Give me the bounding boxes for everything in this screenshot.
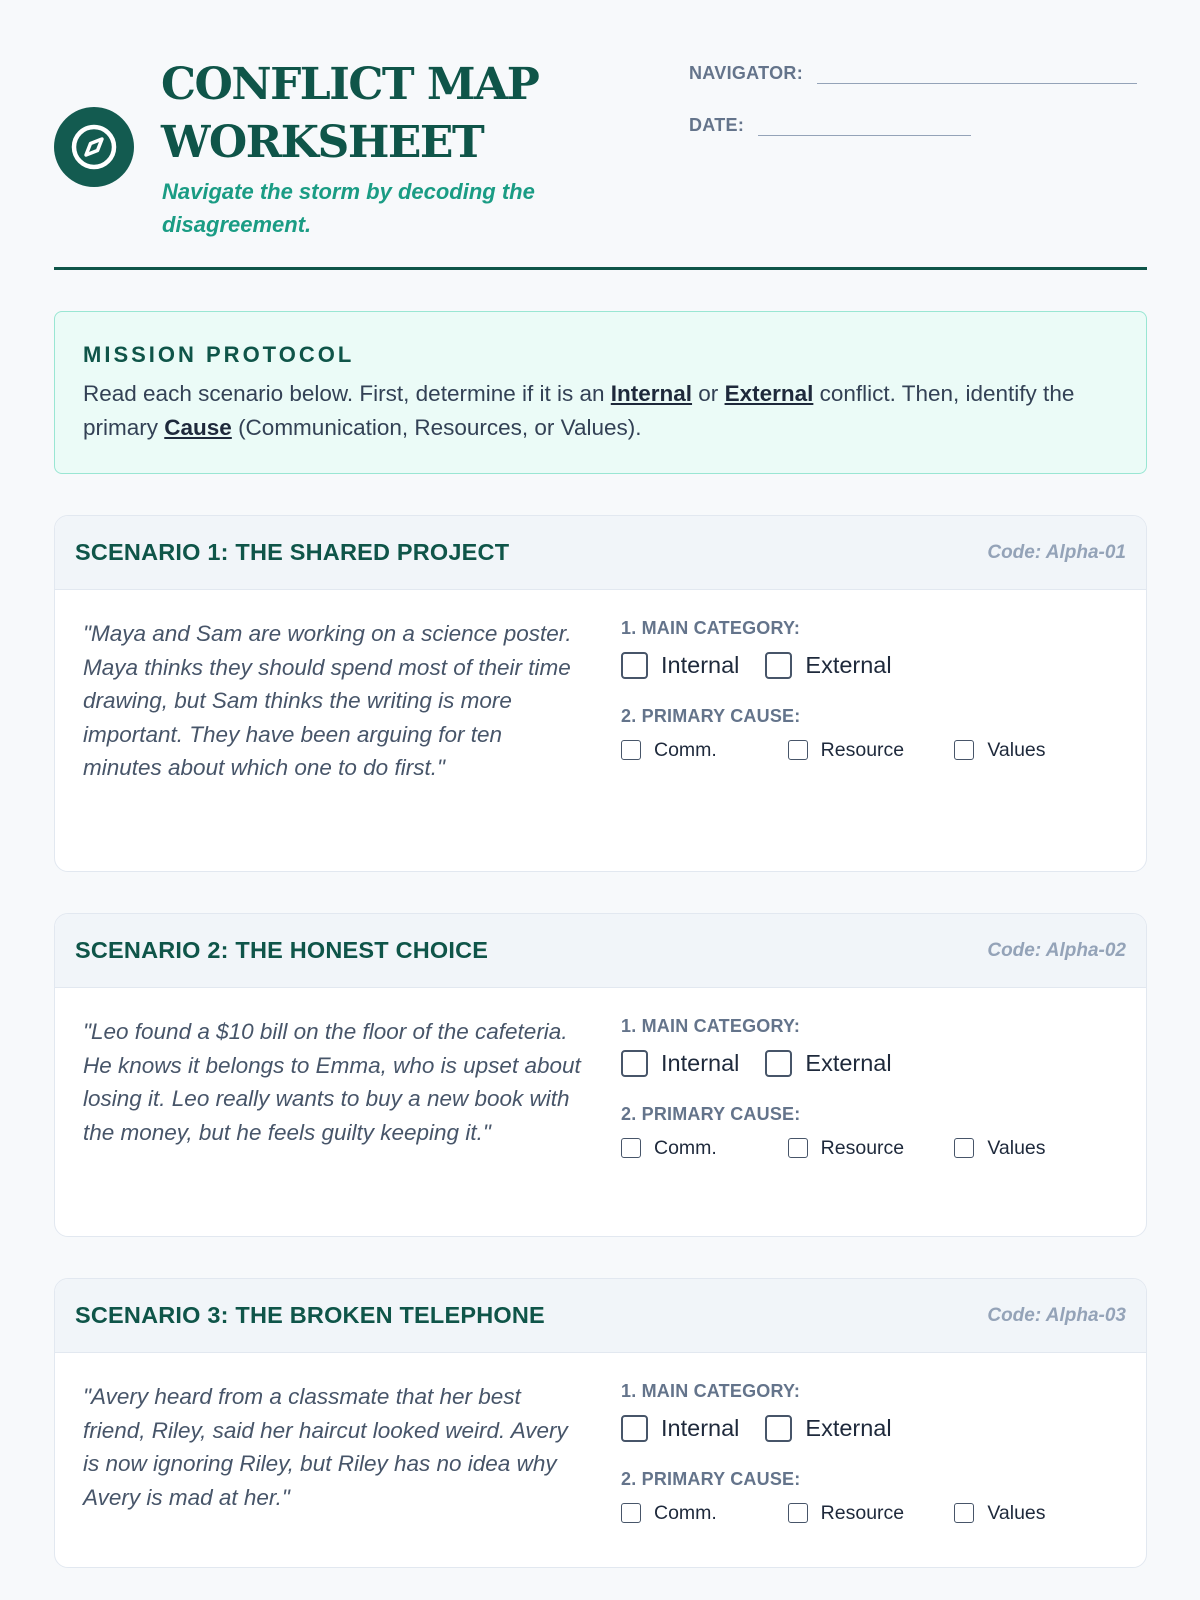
external-option[interactable] <box>765 1050 891 1077</box>
values-checkbox[interactable] <box>954 1503 974 1523</box>
resource-option[interactable] <box>788 1137 955 1160</box>
scenario-code: Code: Alpha-02 <box>987 939 1126 961</box>
scenario-title: SCENARIO 1: THE SHARED PROJECT <box>75 539 510 565</box>
mission-protocol-box <box>54 311 1147 474</box>
internal-checkbox[interactable] <box>621 652 648 679</box>
navigator-label: NAVIGATOR: <box>689 63 803 83</box>
values-label: Values <box>987 1501 1046 1524</box>
resource-label: Resource <box>820 1136 905 1159</box>
scenario-code: Code: Alpha-03 <box>987 1304 1126 1326</box>
term-external: External <box>724 381 814 406</box>
internal-option[interactable] <box>621 652 739 679</box>
internal-label: Internal <box>661 1049 740 1076</box>
values-option[interactable] <box>954 1502 1121 1525</box>
values-label: Values <box>987 738 1046 761</box>
internal-option[interactable] <box>621 1050 739 1077</box>
title-line-2: WORKSHEET <box>161 117 484 168</box>
external-label: External <box>805 1414 892 1441</box>
comm-option[interactable] <box>621 1137 788 1160</box>
values-option[interactable] <box>954 1137 1121 1160</box>
resource-checkbox[interactable] <box>788 1138 808 1158</box>
scenario-card-3 <box>54 1278 1147 1568</box>
external-checkbox[interactable] <box>765 652 792 679</box>
external-option[interactable] <box>765 1415 891 1442</box>
scenario-story: "Avery heard from a classmate that her best friend, Riley, said her haircut looked weird. Avery is now ignoring Riley, but Riley has no idea why Avery is mad at her." <box>83 1384 568 1510</box>
resource-checkbox[interactable] <box>788 1503 808 1523</box>
date-label: DATE: <box>689 115 745 135</box>
comm-checkbox[interactable] <box>621 740 641 760</box>
comm-label: Comm. <box>654 1136 717 1159</box>
primary-cause-label: 2. PRIMARY CAUSE: <box>621 1104 801 1124</box>
internal-label: Internal <box>661 1414 740 1441</box>
external-label: External <box>805 651 892 678</box>
scenario-header <box>55 1279 1146 1353</box>
primary-cause-label: 2. PRIMARY CAUSE: <box>621 706 801 726</box>
scenario-story: "Maya and Sam are working on a science poster. Maya thinks they should spend most of their time drawing, but Sam thinks the writing is more important. They have been arguing for ten minutes about which one to do first." <box>83 621 572 780</box>
resource-option[interactable] <box>788 1502 955 1525</box>
values-label: Values <box>987 1136 1046 1159</box>
answer-panel <box>621 616 1121 762</box>
resource-checkbox[interactable] <box>788 740 808 760</box>
compass-icon <box>54 107 134 187</box>
primary-cause-options <box>621 738 1121 762</box>
answer-panel <box>621 1014 1121 1160</box>
protocol-text: Read each scenario below. First, determine if it is an <box>83 381 611 406</box>
values-option[interactable] <box>954 739 1121 762</box>
navigator-field[interactable] <box>689 62 1137 84</box>
values-checkbox[interactable] <box>954 1138 974 1158</box>
comm-checkbox[interactable] <box>621 1138 641 1158</box>
comm-option[interactable] <box>621 1502 788 1525</box>
internal-label: Internal <box>661 651 740 678</box>
protocol-text: (Communication, Resources, or Values). <box>231 415 642 440</box>
primary-cause-options <box>621 1501 1121 1525</box>
resource-label: Resource <box>820 738 905 761</box>
main-category-options <box>621 1048 1121 1078</box>
term-internal: Internal <box>610 381 693 406</box>
protocol-text: conflict. Then, identify the primary <box>83 381 1075 440</box>
scenario-story: "Leo found a $10 bill on the floor of the cafeteria. He knows it belongs to Emma, who is upset about losing it. Leo really wants to buy a new book with the money, but he feels guilty keeping it." <box>83 1019 581 1145</box>
page-subtitle: Navigate the storm by decoding the disagreement. <box>162 179 535 237</box>
scenario-card-2 <box>54 913 1147 1237</box>
main-category-label: 1. MAIN CATEGORY: <box>621 1381 801 1401</box>
protocol-heading: MISSION PROTOCOL <box>83 342 355 367</box>
date-input-line[interactable] <box>758 114 971 136</box>
protocol-text: or <box>692 381 725 406</box>
protocol-instructions <box>83 377 1118 445</box>
external-checkbox[interactable] <box>765 1415 792 1442</box>
main-category-options <box>621 1413 1121 1443</box>
date-field[interactable] <box>689 114 971 136</box>
external-label: External <box>805 1049 892 1076</box>
scenario-header <box>55 516 1146 590</box>
scenario-code: Code: Alpha-01 <box>987 541 1126 563</box>
comm-label: Comm. <box>654 1501 717 1524</box>
internal-checkbox[interactable] <box>621 1415 648 1442</box>
internal-option[interactable] <box>621 1415 739 1442</box>
external-checkbox[interactable] <box>765 1050 792 1077</box>
scenario-card-1 <box>54 515 1147 872</box>
resource-label: Resource <box>820 1501 905 1524</box>
comm-checkbox[interactable] <box>621 1503 641 1523</box>
resource-option[interactable] <box>788 739 955 762</box>
comm-label: Comm. <box>654 738 717 761</box>
comm-option[interactable] <box>621 739 788 762</box>
external-option[interactable] <box>765 652 891 679</box>
page-title <box>161 56 538 172</box>
title-line-1: CONFLICT MAP <box>161 59 539 110</box>
scenario-title: SCENARIO 2: THE HONEST CHOICE <box>75 937 489 963</box>
main-category-options <box>621 650 1121 680</box>
answer-panel <box>621 1379 1121 1525</box>
scenario-title: SCENARIO 3: THE BROKEN TELEPHONE <box>75 1302 545 1328</box>
values-checkbox[interactable] <box>954 740 974 760</box>
internal-checkbox[interactable] <box>621 1050 648 1077</box>
main-category-label: 1. MAIN CATEGORY: <box>621 618 801 638</box>
main-category-label: 1. MAIN CATEGORY: <box>621 1016 801 1036</box>
navigator-input-line[interactable] <box>817 62 1137 84</box>
scenario-header <box>55 914 1146 988</box>
worksheet-header <box>54 0 1147 270</box>
term-cause: Cause <box>164 415 232 440</box>
primary-cause-options <box>621 1136 1121 1160</box>
primary-cause-label: 2. PRIMARY CAUSE: <box>621 1469 801 1489</box>
worksheet-page <box>54 0 1147 1524</box>
